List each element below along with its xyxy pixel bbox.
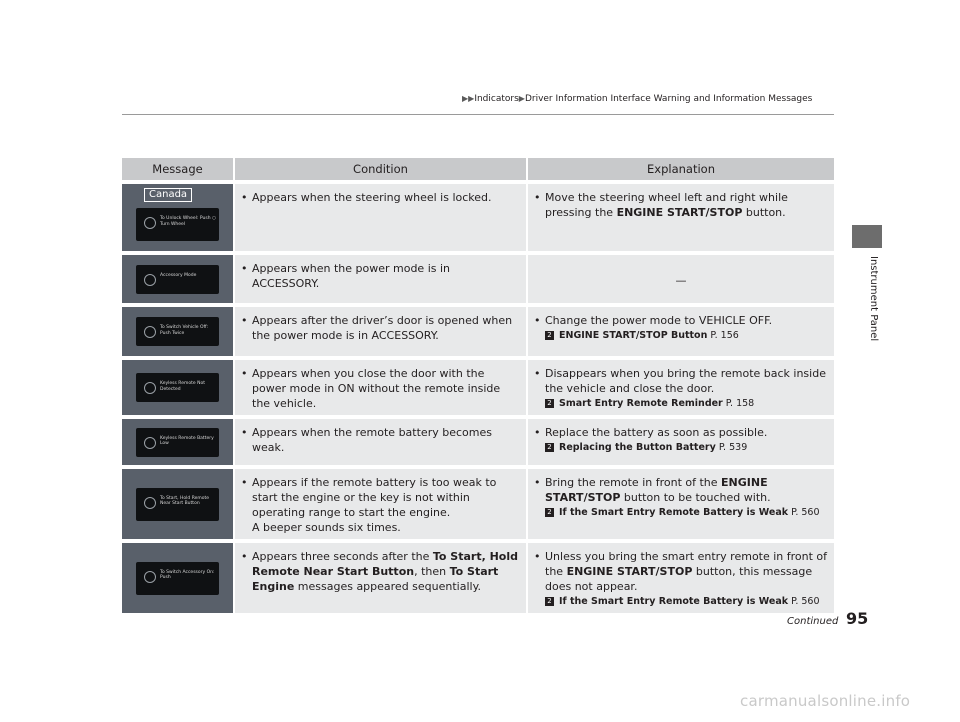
explanation-cell — [526, 469, 834, 539]
condition-text: Appears when the power mode is in ACCESSORY. — [252, 262, 450, 290]
explanation-pre: Move the steering wheel left and right while pressing the — [545, 191, 788, 219]
bullet-icon: • — [241, 550, 248, 563]
condition-cell — [233, 469, 526, 539]
explanation-cell — [526, 307, 834, 356]
condition-bold-1: To Start, Hold Remote Near Start Button — [252, 550, 519, 578]
explanation-text: Disappears when you bring the remote back inside the vehicle and close the door. — [545, 367, 826, 395]
page-reference[interactable] — [545, 594, 828, 609]
display-screen-image — [136, 208, 219, 241]
reference-arrow-icon: 2 — [545, 331, 554, 340]
condition-text: Appears when the steering wheel is locked. — [252, 191, 492, 204]
reference-page: P. 539 — [718, 442, 748, 453]
accessory-icon — [144, 274, 156, 286]
table-header-row — [122, 158, 834, 180]
display-screen-image — [136, 488, 219, 521]
watermark-text: carmanualsonline.info — [740, 692, 911, 710]
explanation-bold: ENGINE START/STOP — [545, 476, 768, 504]
bullet-icon: • — [534, 314, 541, 327]
condition-text: Appears when the remote battery becomes weak. — [252, 426, 492, 454]
explanation-bold: ENGINE START/STOP — [616, 206, 743, 219]
reference-arrow-icon: 2 — [545, 443, 554, 452]
steering-wheel-icon — [144, 217, 156, 229]
reference-page: P. 560 — [791, 596, 820, 607]
condition-text: Appears when you close the door with the power mode in ON without the remote inside the vehicle. — [252, 367, 501, 410]
reference-page: P. 158 — [725, 398, 755, 409]
explanation-bold: ENGINE START/STOP — [566, 565, 693, 578]
message-table — [122, 154, 834, 617]
column-header-condition: Condition — [233, 158, 526, 180]
table-row — [122, 543, 834, 613]
continued-label: Continued — [787, 616, 839, 627]
message-image-cell — [122, 469, 233, 539]
condition-post: messages appeared sequentially. — [294, 580, 482, 593]
reference-arrow-icon: 2 — [545, 508, 554, 517]
explanation-text: Change the power mode to VEHICLE OFF. — [545, 314, 773, 327]
column-header-message: Message — [122, 158, 233, 180]
reference-title[interactable]: If the Smart Entry Remote Battery is Weak — [559, 507, 789, 518]
explanation-post: button. — [742, 206, 786, 219]
explanation-cell — [526, 419, 834, 465]
bullet-icon: • — [534, 367, 541, 380]
explanation-pre: Unless you bring the smart entry remote in front of the — [545, 550, 828, 578]
screen-message-text: Keyless Remote Battery Low — [160, 435, 214, 446]
condition-main: Appears if the remote battery is too weak to start the engine or the key is not within operating range to start the engine. — [252, 476, 497, 519]
bullet-icon: • — [241, 191, 248, 204]
condition-pre: Appears three seconds after the — [252, 550, 433, 563]
condition-text: Appears after the driver’s door is opened when the power mode is in ACCESSORY. — [252, 314, 513, 342]
breadcrumb-separator-icon: ▶ — [518, 94, 525, 103]
table-row — [122, 184, 834, 251]
explanation-dash: — — [675, 274, 687, 287]
header-rule — [122, 114, 834, 115]
screen-message-text: Keyless Remote Not Detected — [160, 381, 205, 392]
breadcrumb-section[interactable]: Indicators — [474, 94, 519, 104]
page-reference[interactable] — [545, 396, 828, 411]
condition-cell — [233, 255, 526, 303]
screen-message-text: Accessory Mode — [160, 272, 197, 278]
reference-arrow-icon: 2 — [545, 597, 554, 606]
bullet-icon: • — [241, 367, 248, 380]
explanation-text — [545, 190, 828, 220]
table-row — [122, 307, 834, 356]
display-screen-image — [136, 428, 219, 457]
message-image-cell — [122, 184, 233, 251]
page-reference[interactable] — [545, 328, 828, 343]
condition-text — [252, 549, 520, 594]
screen-message-text: To Switch Vehicle Off: Push Twice — [160, 325, 209, 336]
display-screen-image — [136, 373, 219, 402]
screen-message-text: To Unlock Wheel: Push ○ Turn Wheel — [160, 216, 216, 227]
explanation-text — [545, 549, 828, 594]
battery-icon — [144, 437, 156, 449]
region-badge: Canada — [144, 188, 192, 202]
breadcrumb-arrow-icon: ▶▶ — [462, 94, 475, 103]
bullet-icon: • — [241, 262, 248, 275]
explanation-text: Replace the battery as soon as possible. — [545, 426, 768, 439]
bullet-icon: • — [534, 476, 541, 489]
explanation-cell — [526, 184, 834, 251]
page-reference[interactable] — [545, 440, 828, 455]
page-number: 95 — [846, 609, 869, 628]
table-row — [122, 469, 834, 539]
bullet-icon: • — [241, 314, 248, 327]
explanation-post: button to be touched with. — [620, 491, 771, 504]
table-row — [122, 360, 834, 415]
power-button-icon — [144, 571, 156, 583]
condition-cell — [233, 307, 526, 356]
condition-extra: A beeper sounds six times. — [252, 521, 401, 534]
message-image-cell — [122, 543, 233, 613]
breadcrumb — [462, 94, 812, 104]
bullet-icon: • — [534, 426, 541, 439]
reference-arrow-icon: 2 — [545, 399, 554, 408]
message-image-cell — [122, 360, 233, 415]
bullet-icon: • — [534, 191, 541, 204]
explanation-post: button, this message does not appear. — [545, 565, 813, 593]
breadcrumb-topic: Driver Information Interface Warning and Information Messages — [524, 94, 813, 104]
message-image-cell — [122, 307, 233, 356]
condition-bold-2: To Start Engine — [252, 565, 499, 593]
bullet-icon: • — [534, 550, 541, 563]
reference-title[interactable]: If the Smart Entry Remote Battery is Weak — [559, 596, 789, 607]
explanation-cell — [526, 255, 834, 303]
condition-text — [252, 475, 520, 535]
display-screen-image — [136, 317, 219, 346]
remote-start-icon — [144, 497, 156, 509]
reference-page: P. 560 — [791, 507, 820, 518]
display-screen-image — [136, 562, 219, 595]
reference-title[interactable]: Smart Entry Remote Reminder — [559, 398, 723, 409]
side-section-label: Instrument Panel — [868, 256, 879, 342]
message-image-cell — [122, 255, 233, 303]
screen-message-text: To Start, Hold Remote Near Start Button — [160, 495, 210, 506]
bullet-icon: • — [241, 476, 248, 489]
bullet-icon: • — [241, 426, 248, 439]
message-image-cell — [122, 419, 233, 465]
column-header-explanation: Explanation — [526, 158, 834, 180]
power-button-icon — [144, 326, 156, 338]
explanation-text — [545, 475, 828, 505]
remote-key-icon — [144, 382, 156, 394]
page-reference[interactable] — [545, 505, 828, 520]
reference-page: P. 156 — [710, 330, 739, 341]
condition-mid: , then — [414, 565, 450, 578]
table-row — [122, 255, 834, 303]
condition-cell — [233, 543, 526, 613]
reference-title[interactable]: Replacing the Button Battery — [559, 442, 716, 453]
condition-cell — [233, 419, 526, 465]
condition-cell — [233, 184, 526, 251]
table-row — [122, 419, 834, 465]
reference-title[interactable]: ENGINE START/STOP Button — [559, 330, 708, 341]
screen-message-text: To Switch Accessory On: Push — [160, 569, 215, 580]
condition-cell — [233, 360, 526, 415]
explanation-pre: Bring the remote in front of the — [545, 476, 722, 489]
explanation-cell — [526, 543, 834, 613]
display-screen-image — [136, 265, 219, 294]
explanation-cell — [526, 360, 834, 415]
section-tab[interactable] — [852, 225, 882, 248]
